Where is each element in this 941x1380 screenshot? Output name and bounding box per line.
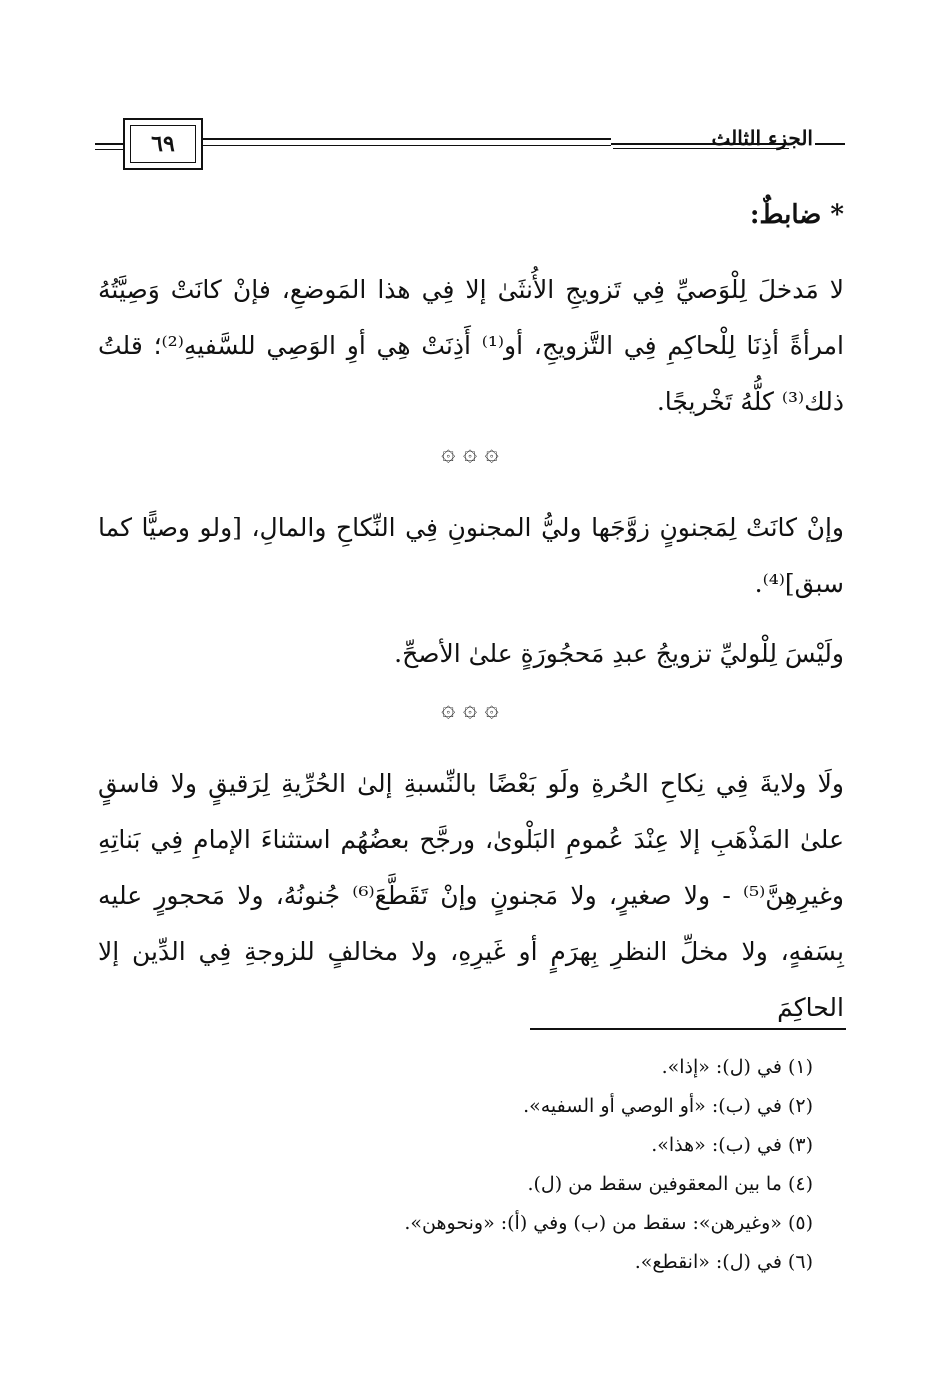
footnote-rule bbox=[530, 1028, 846, 1030]
section-heading: * ضابطٌ: bbox=[749, 200, 844, 230]
footnote: (٦) في (ل): «انقطع». bbox=[634, 1251, 813, 1273]
page-number-box bbox=[123, 118, 203, 170]
footnote: (٤) ما بين المعقوفين سقط من (ل). bbox=[527, 1173, 813, 1195]
header-rule bbox=[611, 143, 789, 145]
header-rule bbox=[613, 148, 789, 149]
running-title: الجزء الثالث bbox=[711, 126, 813, 150]
footnotes bbox=[404, 1048, 813, 1282]
footnote: (٣) في (ب): «هذا». bbox=[651, 1134, 813, 1156]
footnote: (٢) في (ب): «أو الوصي أو السفيه». bbox=[523, 1095, 813, 1117]
header-rule bbox=[95, 143, 123, 145]
paragraph-1: لا مَدخلَ لِلْوَصيِّ فِي تَزويجِ الأُنثَىٰ إلا فِي هذا المَوضعِ، فإنْ كانَتْ وَصِيَّتُهُ امرأةً أذِنَا لِلْحاكِمِ فِي التَّزويجِ، أو⁽¹⁾ أَذِنَتْ هِي أوِ الوَصِي للسَّفيهِ⁽²⁾؛ قلتُ ذلك⁽³⁾ كلُّهُ تَخْريجًا. bbox=[98, 275, 844, 416]
ornament-separator: ۞ ۞ ۞ bbox=[441, 694, 499, 722]
footnote: (٥) «وغيرهن»: سقط من (ب) وفي (أ): «ونحوهن». bbox=[404, 1212, 813, 1234]
ornament-separator: ۞ ۞ ۞ bbox=[441, 438, 499, 466]
paragraph-2: وإنْ كانَتْ لِمَجنونٍ زوَّجَها وليُّ المجنونِ فِي النِّكاحِ والمالِ، [ولو وصيًّا كما سبق]⁽⁴⁾. bbox=[98, 513, 844, 598]
header-rule bbox=[95, 149, 123, 150]
page-header bbox=[95, 112, 847, 176]
paragraph-3: ولَيْسَ لِلْوليِّ تزويجُ عبدِ مَحجُورَةٍ علىٰ الأصحِّ. bbox=[394, 639, 844, 668]
footnote: (١) في (ل): «إذا». bbox=[661, 1056, 813, 1078]
header-rule bbox=[203, 145, 611, 146]
page-number: ٦٩ bbox=[130, 125, 196, 163]
header-rule-right-dash bbox=[815, 143, 845, 145]
header-rule bbox=[203, 138, 611, 140]
paragraph-4: ولَا ولايةَ فِي نِكاحِ الحُرةِ ولَو بَعْضًا بالنِّسبةِ إلىٰ الحُرِّيةِ لِرَقيقٍ ولا فاسقٍ علىٰ المَذْهَبِ إلا عِنْدَ عُمومِ البَلْوىٰ، ورجَّح بعضُهُم استثناءَ الإمامِ فِي بَناتِهِ وغيرِهِنَّ⁽⁵⁾ - ولا صغيرٍ، ولا مَجنونٍ وإنْ تَقَطَّعَ⁽⁶⁾ جُنونُهُ، ولا مَحجورٍ عليه بِسَفهٍ، ولا مخلِّ النظرِ بِهرَمٍ أو غَيرِهِ، ولا مخالفٍ للزوجةِ فِي الدِّين إلا الحاكِمَ bbox=[98, 769, 844, 1022]
